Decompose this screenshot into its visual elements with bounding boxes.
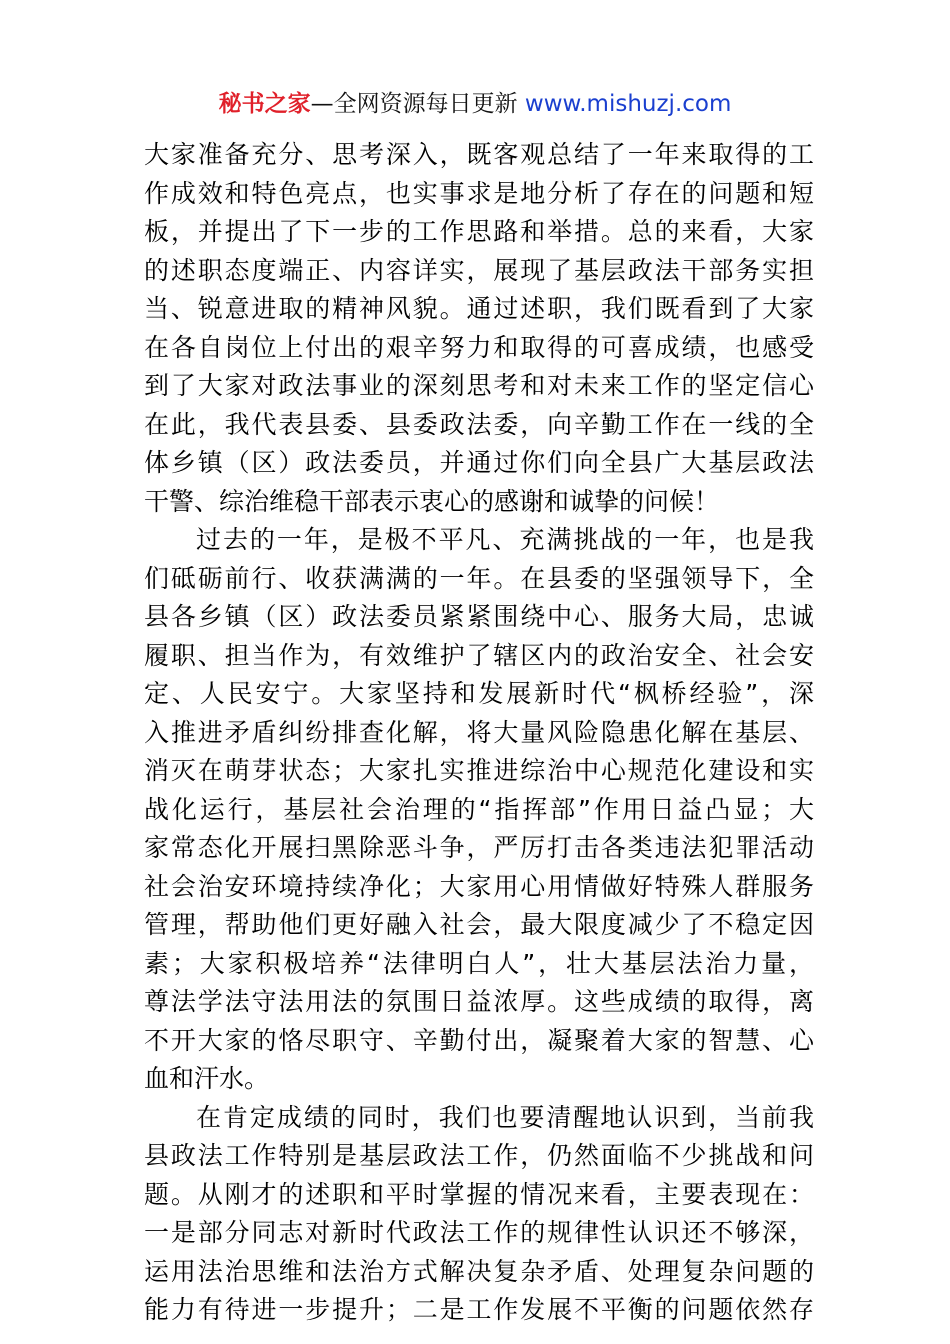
text-line: 不开大家的恪尽职守、辛勤付出，凝聚着大家的智慧、心	[144, 1025, 814, 1055]
text-line: 到了大家对政法事业的深刻思考和对未来工作的坚定信心	[144, 371, 814, 400]
text-line: 履职、担当作为，有效维护了辖区内的政治安全、社会安	[144, 640, 814, 670]
text-line: 社会治安环境持续净化；大家用心用情做好特殊人群服务	[144, 871, 814, 901]
text-line: 尊法学法守法用法的氛围日益浓厚。这些成绩的取得，离	[144, 987, 814, 1016]
text-line: 们砥砺前行、收获满满的一年。在县委的坚强领导下，全	[144, 563, 814, 593]
paragraph-first-line: 过去的一年，是极不平凡、充满挑战的一年，也是我	[196, 525, 814, 554]
text-line: 题。从刚才的述职和平时掌握的情况来看，主要表现在：	[144, 1179, 814, 1209]
text-line: 消灭在萌芽状态；大家扎实推进综治中心规范化建设和实	[144, 756, 814, 785]
text-line: 县政法工作特别是基层政法工作，仍然面临不少挑战和问	[144, 1141, 814, 1170]
text-line: 能力有待进一步提升；二是工作发展不平衡的问题依然存	[144, 1295, 814, 1324]
paragraph-first-line: 在肯定成绩的同时，我们也要清醒地认识到，当前我	[196, 1102, 814, 1132]
website-link[interactable]: www.mishuzj.com	[524, 91, 732, 117]
text-line: 在各自岗位上付出的艰辛努力和取得的可喜成绩，也感受	[144, 332, 814, 362]
text-line: 入推进矛盾纠纷排查化解，将大量风险隐患化解在基层、	[144, 717, 814, 747]
text-line: 素；大家积极培养“法律明白人”，壮大基层法治力量，	[144, 948, 814, 978]
text-line: 一是部分同志对新时代政法工作的规律性认识还不够深，	[144, 1218, 814, 1247]
brand-name: 秘书之家	[218, 91, 311, 117]
page-header	[0, 88, 950, 120]
text-line: 管理，帮助他们更好融入社会，最大限度减少了不稳定因	[144, 910, 814, 939]
text-line: 当、锐意进取的精神风貌。通过述职，我们既看到了大家	[144, 294, 814, 323]
text-line: 体乡镇（区）政法委员，并通过你们向全县广大基层政法	[144, 448, 814, 477]
text-line: 干警、综治维稳干部表示衷心的感谢和诚挚的问候！	[144, 486, 720, 516]
text-line: 运用法治思维和法治方式解决复杂矛盾、处理复杂问题的	[144, 1256, 814, 1286]
header-tagline: —全网资源每日更新	[310, 91, 525, 117]
text-line: 大家准备充分、思考深入，既客观总结了一年来取得的工	[144, 140, 814, 169]
text-line: 县各乡镇（区）政法委员紧紧围绕中心、服务大局，忠诚	[144, 602, 814, 631]
text-line: 定、人民安宁。大家坚持和发展新时代“枫桥经验”，深	[144, 679, 814, 708]
text-line: 战化运行，基层社会治理的“指挥部”作用日益凸显；大	[144, 794, 814, 824]
document-body	[144, 136, 814, 1330]
text-line: 家常态化开展扫黑除恶斗争，严厉打击各类违法犯罪活动	[144, 833, 814, 862]
text-line: 作成效和特色亮点，也实事求是地分析了存在的问题和短	[144, 178, 814, 208]
text-line: 板，并提出了下一步的工作思路和举措。总的来看，大家	[144, 217, 814, 246]
text-line: 在此，我代表县委、县委政法委，向辛勤工作在一线的全	[144, 409, 814, 439]
text-line: 血和汗水。	[144, 1064, 270, 1093]
text-line: 的述职态度端正、内容详实，展现了基层政法干部务实担	[144, 255, 814, 285]
